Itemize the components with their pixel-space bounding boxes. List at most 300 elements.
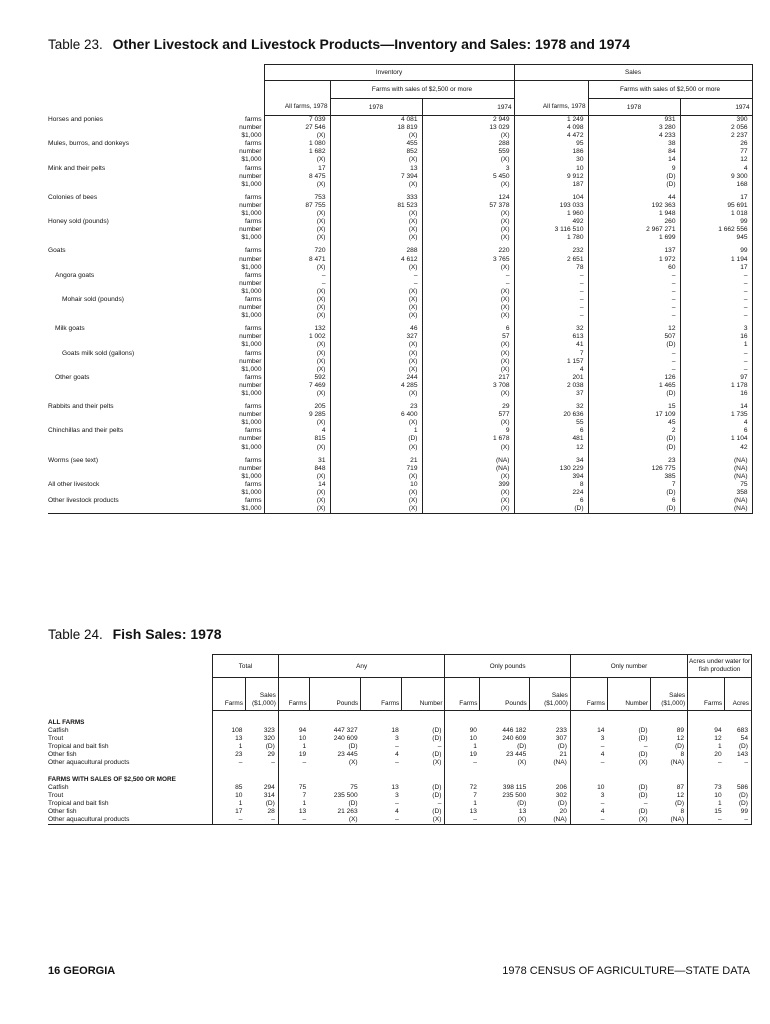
cell-value: 492 — [514, 218, 588, 226]
cell-value: 94 — [688, 727, 725, 735]
cell-value: (X) — [422, 210, 514, 218]
cell-value: 32 — [514, 325, 588, 333]
cell-value: (X) — [422, 312, 514, 320]
row-unit: number — [239, 381, 262, 389]
cell-value: 104 — [514, 194, 588, 202]
cell-value: – — [437, 743, 442, 751]
cell-value: (X) — [402, 816, 445, 825]
row-label — [48, 132, 226, 140]
t24-col-header: Farms — [570, 678, 607, 711]
cell-value: (X) — [422, 341, 514, 349]
cell-value: 16 — [680, 390, 752, 398]
cell-value: (X) — [330, 304, 422, 312]
table-row — [48, 374, 752, 382]
cell-value: (X) — [264, 264, 330, 272]
row-unit: $1,000 — [241, 443, 262, 451]
cell-value: 945 — [680, 234, 752, 242]
cell-value: – — [330, 280, 422, 288]
cell-value: 12 — [588, 325, 680, 333]
row-label — [48, 226, 226, 234]
cell-value: (D) — [588, 181, 680, 189]
cell-value: (X) — [422, 264, 514, 272]
row-label: Angora goats — [55, 271, 95, 279]
row-label — [48, 173, 226, 181]
cell-value: 19 — [278, 751, 309, 759]
row-label — [48, 358, 226, 366]
table-row — [48, 727, 752, 735]
row-label: Rabbits and their pelts — [48, 403, 114, 411]
table-row — [48, 256, 752, 264]
cell-value: 2 967 271 — [588, 226, 680, 234]
table-row — [48, 173, 752, 181]
cell-value: 3 280 — [588, 124, 680, 132]
cell-value: 13 029 — [422, 124, 514, 132]
table-row — [48, 435, 752, 443]
row-unit: $1,000 — [241, 472, 262, 480]
table-row — [48, 264, 752, 272]
cell-value: 6 400 — [330, 411, 422, 419]
cell-value: 481 — [514, 435, 588, 443]
cell-value: 1 735 — [680, 411, 752, 419]
cell-value: 6 — [588, 497, 680, 505]
cell-value: (X) — [330, 390, 422, 398]
cell-value: – — [725, 816, 752, 825]
cell-value: 720 — [264, 247, 330, 255]
cell-value: 6 — [514, 427, 588, 435]
table-row — [48, 358, 752, 366]
cell-value: – — [514, 296, 588, 304]
table-row — [48, 132, 752, 140]
cell-value: 4 — [514, 366, 588, 374]
table24 — [48, 654, 752, 825]
row-unit: $1,000 — [241, 390, 262, 397]
footer-publication: 1978 CENSUS OF AGRICULTURE—STATE DATA — [502, 965, 750, 977]
cell-value: (X) — [264, 419, 330, 427]
cell-value: 12 — [676, 735, 685, 743]
cell-value: 3 — [570, 735, 607, 743]
t24-head-any: Any — [278, 655, 445, 678]
cell-value: 2 056 — [680, 124, 752, 132]
cell-value: 240 609 — [502, 735, 527, 743]
row-label — [48, 382, 226, 390]
row-unit: farms — [245, 373, 262, 381]
cell-value: 84 — [588, 148, 680, 156]
cell-value: (X) — [264, 156, 330, 164]
cell-value: (X) — [330, 296, 422, 304]
cell-value: 87 — [676, 783, 685, 791]
cell-value: 7 394 — [330, 173, 422, 181]
cell-value: – — [588, 312, 680, 320]
table-row — [48, 140, 752, 148]
cell-value: 187 — [514, 181, 588, 189]
row-unit: farms — [245, 480, 262, 488]
table24-title — [48, 626, 222, 642]
cell-value: (X) — [264, 218, 330, 226]
cell-value: 2 237 — [680, 132, 752, 140]
cell-value: – — [680, 358, 752, 366]
table-row — [48, 350, 752, 358]
cell-value: 1 780 — [514, 234, 588, 242]
cell-value: (X) — [264, 489, 330, 497]
table-row — [48, 382, 752, 390]
cell-value: 9 — [588, 165, 680, 173]
cell-value: 32 — [514, 403, 588, 411]
cell-value: (D) — [588, 489, 680, 497]
cell-value: 683 — [725, 727, 752, 735]
cell-value: 168 — [680, 181, 752, 189]
row-unit: number — [239, 201, 262, 209]
cell-value: 7 — [278, 792, 309, 800]
cell-value: 95 — [514, 140, 588, 148]
cell-value: (X) — [330, 505, 422, 514]
cell-value: 75 — [680, 481, 752, 489]
cell-value: 260 — [588, 218, 680, 226]
cell-value: (X) — [264, 288, 330, 296]
cell-value: 7 — [514, 350, 588, 358]
cell-value: (NA) — [670, 759, 685, 767]
row-unit: $1,000 — [241, 210, 262, 218]
table-row — [48, 403, 752, 411]
cell-value: 1 682 — [264, 148, 330, 156]
cell-value: (X) — [422, 350, 514, 358]
cell-value: 385 — [588, 473, 680, 481]
table-row — [48, 116, 752, 125]
cell-value: (D) — [557, 743, 567, 751]
cell-value: 42 — [680, 444, 752, 452]
row-label: Other livestock products — [48, 497, 119, 505]
cell-value: 126 775 — [588, 465, 680, 473]
row-unit: $1,000 — [241, 365, 262, 373]
spacer-row — [48, 711, 752, 720]
row-unit: farms — [245, 403, 262, 411]
cell-value: 10 — [688, 792, 725, 800]
cell-value: (X) — [264, 473, 330, 481]
table-row — [48, 181, 752, 189]
cell-value: – — [588, 288, 680, 296]
cell-value: 288 — [422, 140, 514, 148]
cell-value: 4 — [680, 419, 752, 427]
cell-value: 37 — [514, 390, 588, 398]
table-row — [48, 784, 752, 792]
cell-value: – — [588, 304, 680, 312]
row-label: Goats milk sold (gallons) — [62, 349, 135, 357]
cell-value: (X) — [264, 358, 330, 366]
cell-value: 1 465 — [588, 382, 680, 390]
cell-value: – — [395, 759, 399, 767]
cell-value: 1 — [445, 800, 480, 808]
table-row — [48, 296, 752, 304]
cell-value: – — [213, 816, 246, 825]
cell-value: – — [395, 799, 399, 807]
cell-value: 244 — [330, 374, 422, 382]
table-row — [48, 390, 752, 398]
row-label — [48, 390, 226, 398]
cell-value: 87 755 — [264, 202, 330, 210]
cell-value: 3 — [680, 325, 752, 333]
cell-value: (D) — [588, 435, 680, 443]
cell-value: 390 — [680, 116, 752, 125]
cell-value: 9 — [422, 427, 514, 435]
t24-col-header: Number — [402, 678, 445, 711]
cell-value: (D) — [432, 791, 442, 799]
cell-value: (X) — [422, 473, 514, 481]
row-unit: number — [239, 279, 262, 287]
row-label — [48, 341, 226, 349]
cell-value: – — [725, 759, 752, 767]
cell-value: (X) — [422, 505, 514, 514]
row-unit: $1,000 — [241, 312, 262, 320]
cell-value: 1 — [680, 341, 752, 349]
table23-title — [48, 36, 630, 52]
cell-value: 10 — [213, 792, 246, 800]
cell-value: – — [588, 358, 680, 366]
cell-value: – — [422, 272, 514, 280]
cell-value: 29 — [422, 403, 514, 411]
cell-value: 130 229 — [514, 465, 588, 473]
cell-value: (X) — [330, 350, 422, 358]
cell-value: 13 — [518, 807, 527, 815]
cell-value: 4 285 — [330, 382, 422, 390]
t23-head-sales-1978: 1978 — [588, 99, 680, 116]
cell-value: (X) — [264, 341, 330, 349]
cell-value: 206 — [555, 783, 567, 791]
cell-value: (X) — [638, 759, 648, 767]
cell-value: (D) — [638, 791, 648, 799]
table-row — [48, 816, 752, 825]
t23-head-1974: 1974 — [422, 99, 514, 116]
cell-value: 753 — [264, 194, 330, 202]
cell-value: 192 363 — [588, 202, 680, 210]
cell-value: 4 233 — [588, 132, 680, 140]
cell-value: 4 098 — [514, 124, 588, 132]
cell-value: 3 — [570, 792, 607, 800]
cell-value: (X) — [422, 358, 514, 366]
cell-value: 89 — [676, 727, 685, 735]
row-unit: farms — [245, 349, 262, 357]
row-label — [48, 465, 226, 473]
cell-value: 54 — [725, 735, 752, 743]
cell-value: 20 636 — [514, 411, 588, 419]
row-unit: farms — [245, 140, 262, 148]
cell-value: (X) — [422, 181, 514, 189]
cell-value: 10 — [330, 481, 422, 489]
cell-value: – — [680, 366, 752, 374]
row-label: Milk goats — [55, 325, 85, 333]
cell-value: (D) — [725, 800, 752, 808]
cell-value: 394 — [514, 473, 588, 481]
cell-value: – — [514, 304, 588, 312]
row-label — [48, 366, 226, 374]
cell-value: 1 — [688, 743, 725, 751]
cell-value: (X) — [264, 296, 330, 304]
cell-value: 15 — [688, 808, 725, 816]
table-row — [48, 124, 752, 132]
cell-value: – — [264, 280, 330, 288]
cell-value: 314 — [263, 791, 275, 799]
cell-value: 12 — [680, 156, 752, 164]
cell-value: 201 — [514, 374, 588, 382]
cell-value: 9 912 — [514, 173, 588, 181]
cell-value: 12 — [676, 791, 685, 799]
cell-value: 399 — [422, 481, 514, 489]
row-unit: $1,000 — [241, 287, 262, 295]
row-label: Tropical and bait fish — [48, 743, 109, 751]
cell-value: 931 — [588, 116, 680, 125]
cell-value: (X) — [422, 419, 514, 427]
row-label — [48, 505, 226, 514]
t24-col-header: Pounds — [309, 678, 360, 711]
cell-value: (NA) — [680, 465, 752, 473]
cell-value: 17 — [213, 808, 246, 816]
table-row — [48, 497, 752, 505]
t24-col-header: Sales ($1,000) — [245, 678, 278, 711]
row-unit: $1,000 — [226, 505, 264, 514]
cell-value: 224 — [514, 489, 588, 497]
row-label: Other goats — [55, 373, 90, 381]
cell-value: (X) — [264, 312, 330, 320]
cell-value: 1 — [213, 800, 246, 808]
cell-value: – — [680, 288, 752, 296]
cell-value: (X) — [264, 234, 330, 242]
cell-value: (X) — [264, 226, 330, 234]
cell-value: 90 — [445, 727, 480, 735]
row-label: Other fish — [48, 751, 77, 759]
row-label: Worms (see text) — [48, 456, 99, 464]
cell-value: 10 — [570, 784, 607, 792]
cell-value: (D) — [517, 743, 527, 751]
cell-value: – — [213, 759, 246, 767]
cell-value: 3 — [395, 791, 399, 799]
table-row — [48, 202, 752, 210]
row-label: Other aquacultural products — [48, 816, 213, 825]
cell-value: – — [643, 799, 648, 807]
cell-value: 8 — [680, 807, 685, 815]
spacer-row — [48, 768, 752, 776]
cell-value: 1 018 — [680, 210, 752, 218]
cell-value: 719 — [330, 465, 422, 473]
row-label: Mules, burros, and donkeys — [48, 140, 129, 148]
cell-value: – — [278, 816, 309, 825]
cell-value: (X) — [264, 210, 330, 218]
cell-value: 17 109 — [588, 411, 680, 419]
cell-value: 12 — [688, 735, 725, 743]
row-label — [48, 411, 226, 419]
cell-value: (X) — [330, 489, 422, 497]
row-unit: number — [239, 357, 262, 365]
cell-value: 10 — [445, 735, 480, 743]
cell-value: 3 765 — [422, 256, 514, 264]
cell-value: – — [514, 288, 588, 296]
cell-value: 15 — [588, 403, 680, 411]
cell-value: 323 — [263, 727, 275, 735]
cell-value: (X) — [422, 296, 514, 304]
cell-value: 232 — [514, 247, 588, 255]
cell-value: – — [570, 800, 607, 808]
t24-col-header: Farms — [688, 678, 725, 711]
t24-head-total: Total — [213, 655, 279, 678]
cell-value: (D) — [588, 341, 680, 349]
table-row — [48, 800, 752, 808]
table23-body — [48, 116, 752, 514]
cell-value: 3 116 510 — [514, 226, 588, 234]
row-label — [48, 304, 226, 312]
row-label — [48, 181, 226, 189]
cell-value: – — [330, 272, 422, 280]
cell-value: 1 080 — [264, 140, 330, 148]
table-row — [48, 759, 752, 767]
cell-value: (X) — [264, 497, 330, 505]
cell-value: (X) — [330, 366, 422, 374]
cell-value: (D) — [557, 799, 567, 807]
cell-value: 8 475 — [264, 173, 330, 181]
cell-value: 302 — [555, 791, 567, 799]
cell-value: 72 — [445, 784, 480, 792]
cell-value: 18 — [391, 727, 399, 735]
cell-value: 30 — [514, 156, 588, 164]
cell-value: (X) — [422, 132, 514, 140]
cell-value: (D) — [674, 799, 685, 807]
table-row — [48, 226, 752, 234]
row-unit: number — [239, 124, 262, 132]
cell-value: (X) — [330, 234, 422, 242]
cell-value: 848 — [264, 465, 330, 473]
cell-value: 455 — [330, 140, 422, 148]
cell-value: (X) — [264, 390, 330, 398]
cell-value: (D) — [638, 727, 648, 735]
cell-value: 14 — [680, 403, 752, 411]
cell-value: (D) — [725, 792, 752, 800]
cell-value: 4 472 — [514, 132, 588, 140]
cell-value: 2 038 — [514, 382, 588, 390]
row-unit: $1,000 — [241, 234, 262, 242]
table23-title-text: Other Livestock and Livestock Products—Inventory and Sales: 1978 and 1974 — [112, 36, 630, 52]
cell-value: 85 — [213, 784, 246, 792]
row-unit: number — [239, 304, 262, 312]
cell-value: 592 — [264, 374, 330, 382]
cell-value: (X) — [422, 304, 514, 312]
row-label — [48, 280, 226, 288]
row-unit: number — [239, 255, 262, 263]
cell-value: 14 — [264, 481, 330, 489]
cell-value: (D) — [674, 743, 685, 751]
cell-value: 4 — [264, 427, 330, 435]
section-title: ALL FARMS — [48, 719, 85, 727]
cell-value: 57 378 — [422, 202, 514, 210]
cell-value: 13 — [330, 165, 422, 173]
cell-value: – — [680, 280, 752, 288]
cell-value: 235 500 — [333, 791, 358, 799]
cell-value: 126 — [588, 374, 680, 382]
t23-head-sales-farms-2500: Farms with sales of $2,500 or more — [588, 81, 752, 99]
cell-value: (D) — [432, 807, 442, 815]
cell-value: – — [264, 272, 330, 280]
cell-value: (X) — [422, 497, 514, 505]
cell-value: 3 — [422, 165, 514, 173]
cell-value: (D) — [330, 435, 422, 443]
cell-value: 613 — [514, 333, 588, 341]
cell-value: 4 — [680, 165, 752, 173]
cell-value: – — [643, 743, 648, 751]
cell-value: 1 249 — [514, 116, 588, 125]
cell-value: 75 — [350, 783, 358, 791]
cell-value: 9 285 — [264, 411, 330, 419]
cell-value: 1 662 556 — [680, 226, 752, 234]
row-label — [48, 444, 226, 452]
cell-value: (X) — [309, 816, 360, 825]
cell-value: (X) — [330, 226, 422, 234]
row-label: Chinchillas and their pelts — [48, 427, 124, 435]
table-row — [48, 481, 752, 489]
